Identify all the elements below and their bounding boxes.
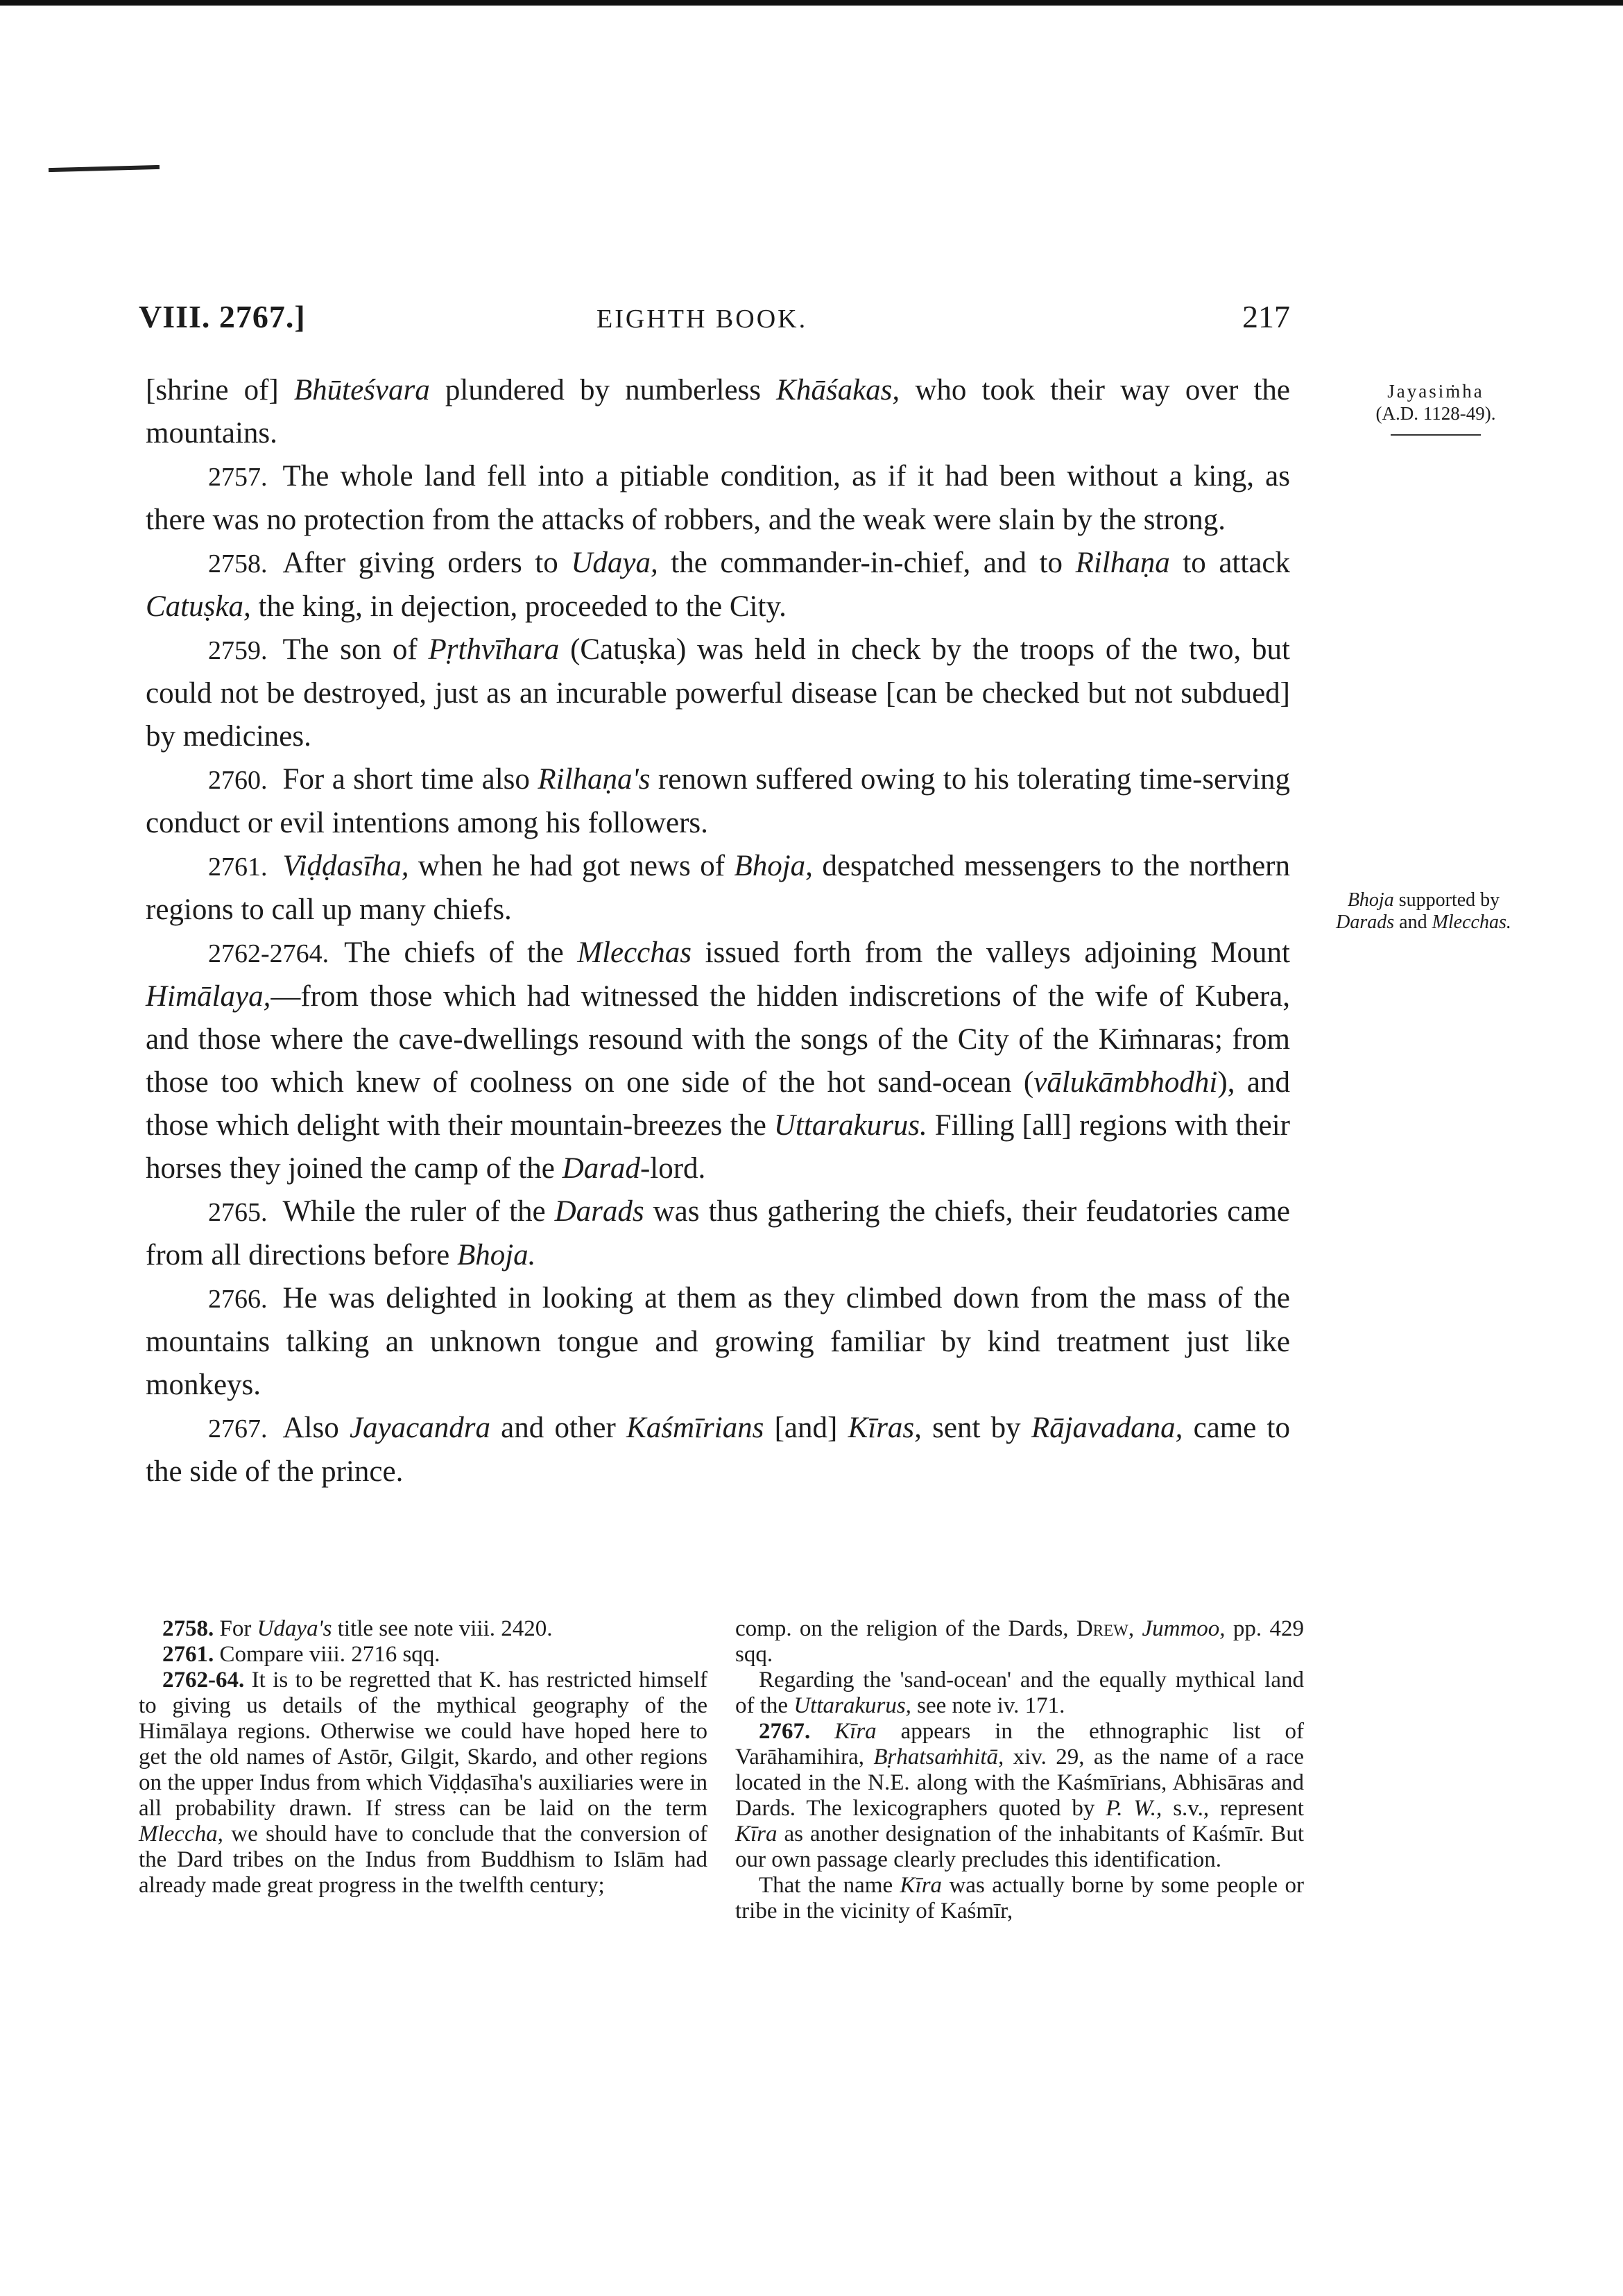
footnote-2762-64: 2762-64. It is to be regretted that K. has restricted himself to giving us details of the mythical geography of the Himālaya regions. Otherwise we could have hoped here to get the old names of Astōr, Gilgit, Skardo, and other regions on the upper Indus from which Viḍḍasīha's auxiliaries were in all probability drawn. If stress can be laid on the term Mleccha, we should have to conclude that the conversion of the Dard tribes on the Indus from Buddhism to Islām had already made great progress in the twelfth century; xyxy=(139,1668,707,1898)
page-number: 217 xyxy=(1242,299,1290,334)
sidenote-bhoja xyxy=(1304,889,1543,934)
sidenote-mlecchas: Mlecchas. xyxy=(1432,911,1511,933)
verse-number: 2758. xyxy=(208,549,268,579)
verse-2761: 2761. Viḍḍasīha, when he had got news of Bhoja, despatched messengers to the northern regions to call up many chiefs. xyxy=(146,850,1290,926)
verse-continuation: [shrine of] Bhūteśvara plundered by numberless Khāśakas, who took their way over the mountains. xyxy=(146,374,1290,449)
header-section-ref: VIII. 2767.] xyxy=(139,299,306,334)
footnote-continuation: comp. on the religion of the Dards, Drew, Jummoo, pp. 429 sqq. xyxy=(735,1616,1305,1667)
verse-2758: 2758. After giving orders to Udaya, the commander-in-chief, and to Rilhaṇa to attack Catuṣka, the king, in dejection, proceeded to the City. xyxy=(146,547,1291,623)
sidenote-bhoja-text: supported by xyxy=(1393,889,1500,911)
verse-number: 2767. xyxy=(208,1414,268,1443)
verse-number: 2765. xyxy=(208,1198,268,1227)
running-header xyxy=(139,298,1290,347)
sidenote-and: and xyxy=(1394,911,1432,933)
sidenote-reign-dates: (A.D. 1128-49). xyxy=(1375,403,1496,424)
sidenote-rule xyxy=(1391,434,1481,436)
sidenote-darads: Darads xyxy=(1336,911,1395,933)
verse-number: 2760. xyxy=(208,766,268,795)
sidenote-bhoja-name: Bhoja xyxy=(1347,889,1394,911)
sidenote-jayasimha xyxy=(1352,380,1519,436)
sidenote-king-name: Jayasiṁha xyxy=(1387,381,1484,402)
main-text xyxy=(146,369,1290,1493)
footnote-column-left xyxy=(139,1616,707,1899)
header-book-title: EIGHTH BOOK. xyxy=(596,305,808,334)
footnote-2758: 2758. For Udaya's title see note viii. 2420. xyxy=(162,1616,553,1641)
verse-2765: 2765. While the ruler of the Darads was thus gathering the chiefs, their feudatories came from all directions before Bhoja. xyxy=(146,1195,1290,1271)
verse-2759: 2759. The son of Pṛthvīhara (Catuṣka) was held in check by the troops of the two, but could not be destroyed, just as an incurable powerful disease [can be checked but not subdued] by medicines. xyxy=(146,633,1291,753)
verse-2760: 2760. For a short time also Rilhaṇa's renown suffered owing to his tolerating time-serving conduct or evil intentions among his followers. xyxy=(146,763,1291,839)
footnote-column-right xyxy=(735,1616,1304,1924)
verse-number: 2762-2764. xyxy=(208,939,329,968)
verse-number: 2759. xyxy=(208,636,268,665)
margin-dash xyxy=(49,165,160,172)
verse-number: 2761. xyxy=(208,853,268,882)
verse-number: 2757. xyxy=(208,463,268,492)
verse-2757: 2757. The whole land fell into a pitiable condition, as if it had been without a king, as there was no protection from the attacks of robbers, and the weak were slain by the strong. xyxy=(146,460,1290,536)
verse-2766: 2766. He was delighted in looking at them as they climbed down from the mass of the mountains talking an unknown tongue and growing familiar by kind treatment just like monkeys. xyxy=(146,1282,1290,1401)
footnote-sand-ocean: Regarding the 'sand-ocean' and the equally mythical land of the Uttarakurus, see note iv. 171. xyxy=(735,1668,1304,1718)
footnote-2767: 2767. Kīra appears in the ethnographic list of Varāhamihira, Bṛhatsaṁhitā, xiv. 29, as the name of a race located in the N.E. along with the Kaśmīrians, Abhisāras and Dards. The lexicographers quoted by P. W., s.v., represent Kīra as another designation of the inhabitants of Kaśmīr. But our own passage clearly precludes this identification. xyxy=(735,1719,1305,1872)
top-edge-rule xyxy=(0,0,1623,6)
verse-2767: 2767. Also Jayacandra and other Kaśmīrians [and] Kīras, sent by Rājavadana, came to the side of the prince. xyxy=(146,1412,1290,1488)
verse-2762-2764: 2762-2764. The chiefs of the Mlecchas issued forth from the valleys adjoining Mount Himālaya,—from those which had witnessed the hidden indiscretions of the wife of Kubera, and those where the cave-dwellings resound with the songs of the City of the Kiṁnaras; from those too which knew of coolness on one side of the hot sand-ocean (vālukāmbhodhi), and those which delight with their mountain-breezes the Uttarakurus. Filling [all] regions with their horses they joined the camp of the Darad-lord. xyxy=(146,936,1291,1185)
footnote-2761: 2761. Compare viii. 2716 sqq. xyxy=(162,1642,440,1667)
footnote-kira-name: That the name Kīra was actually borne by some people or tribe in the vicinity of Kaśmīr, xyxy=(735,1873,1304,1924)
verse-number: 2766. xyxy=(208,1285,268,1314)
